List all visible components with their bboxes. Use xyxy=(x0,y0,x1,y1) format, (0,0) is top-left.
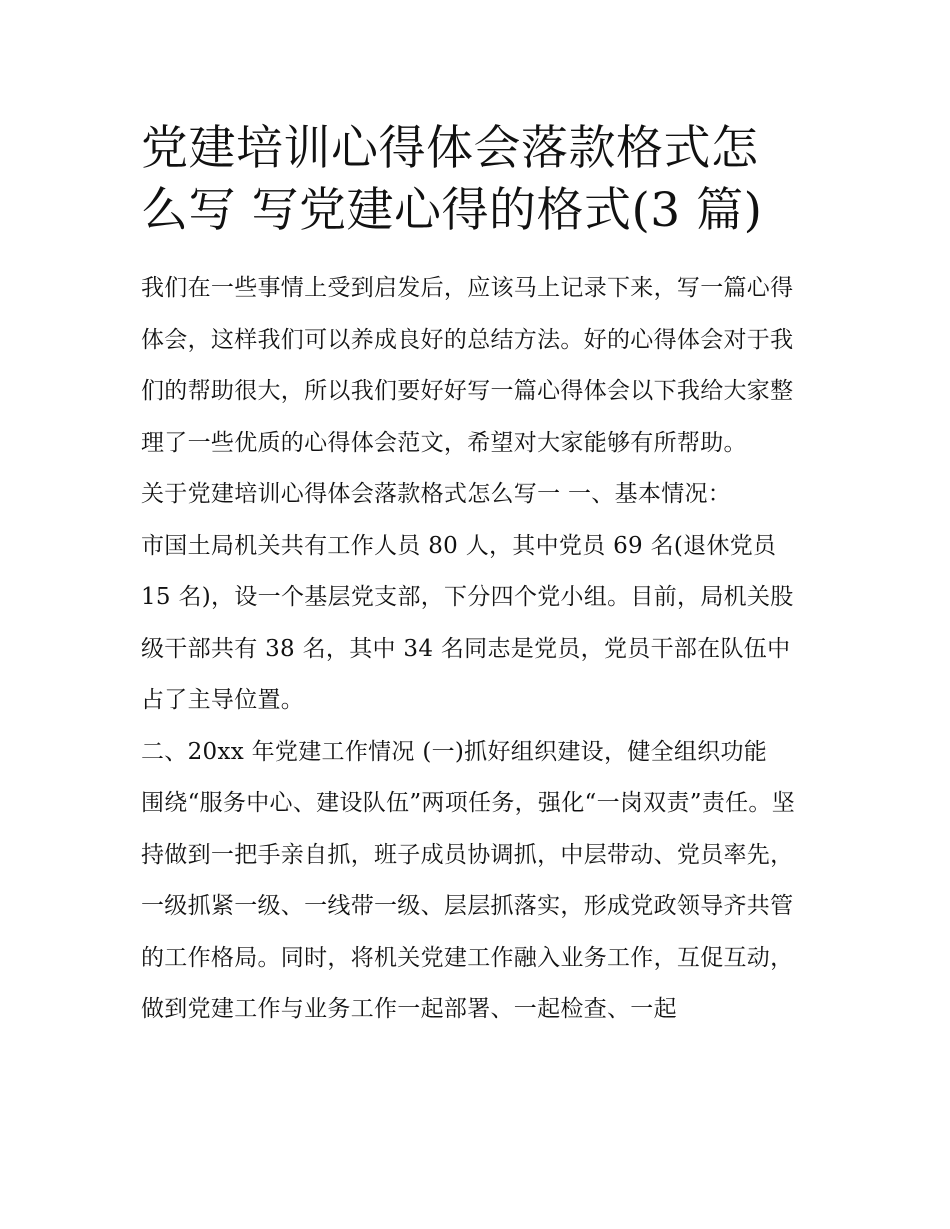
intro-paragraph: 我们在一些事情上受到启发后，应该马上记录下来，写一篇心得体会，这样我们可以养成良好的总结方法。好的心得体会对于我们的帮助很大，所以我们要好好写一篇心得体会以下我给大家整理了一些优质的心得体会范文，希望对大家能够有所帮助。 xyxy=(141,275,794,456)
section-heading-2: 二、20xx 年党建工作情况 (一)抓好组织建设，健全组织功能 xyxy=(141,738,768,765)
document-page xyxy=(141,118,813,1036)
document-body xyxy=(141,263,813,1036)
title-line-2: 么写 写党建心得的格式(3 篇) xyxy=(141,183,763,238)
section-heading-1: 关于党建培训心得体会落款格式怎么写一 一、基本情况： xyxy=(141,481,732,507)
document-title xyxy=(141,118,813,242)
title-line-1: 党建培训心得体会落款格式怎 xyxy=(141,121,759,176)
organization-paragraph: 围绕“服务中心、建设队伍”两项任务，强化“一岗双责”责任。坚持做到一把手亲自抓，班子成员协调抓，中层带动、党员率先，一级抓紧一级、一线带一级、层层抓落实，形成党政领导齐共管的工作格局。同时，将机关党建工作融入业务工作，互促互动，做到党建工作与业务工作一起部署、一起检查、一起 xyxy=(141,790,796,1022)
basic-situation-paragraph: 市国土局机关共有工作人员 80 人，其中党员 69 名(退休党员 15 名)，设一个基层党支部，下分四个党小组。目前，局机关股级干部共有 38 名，其中 34 名同志是党员，党员干部在队伍中占了主导位置。 xyxy=(141,532,794,713)
